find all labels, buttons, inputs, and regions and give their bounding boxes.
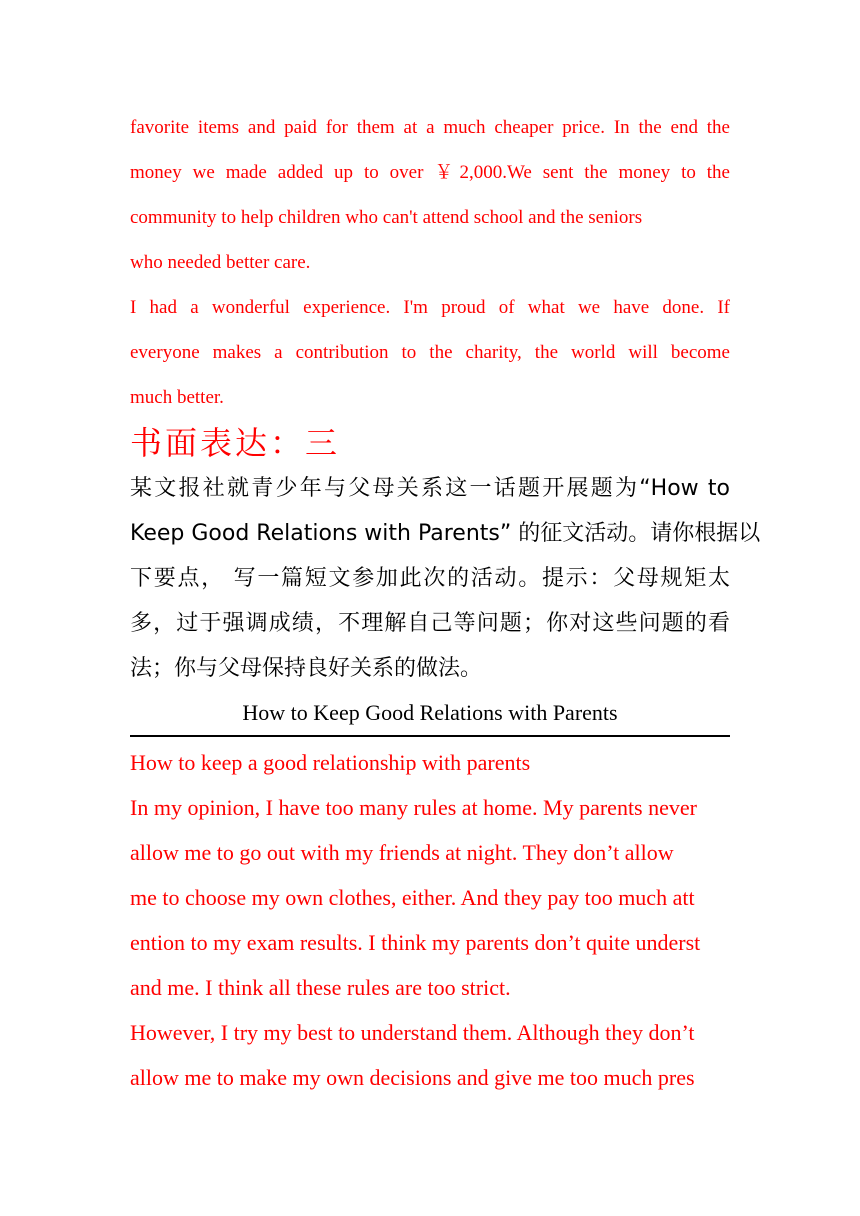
essay-line: and me. I think all these rules are too strict. [130, 975, 511, 1000]
writing-prompt [130, 466, 761, 691]
section-heading: 书面表达：三 [130, 424, 341, 462]
essay-line: me to choose my own clothes, either. And they pay too much att [130, 885, 695, 910]
answer-line: community to help children who can't attend school and the seniors [130, 207, 643, 228]
essay-title: How to Keep Good Relations with Parents [130, 691, 730, 737]
answer-line: everyone makes a contribution to the charity, the world will become [130, 342, 730, 363]
essay-line: allow me to make my own decisions and give me too much pres [130, 1065, 695, 1090]
answer-line: much better. [130, 387, 224, 408]
prompt-line: Keep Good Relations with Parents” 的征文活动。请你根据以 [130, 521, 761, 546]
prompt-line: 下要点， 写一篇短文参加此次的活动。提示：父母规矩太 [130, 566, 730, 591]
document-page [130, 105, 761, 1100]
answer-line: who needed better care. [130, 252, 311, 273]
answer-line: money we made added up to over ￥2,000.We sent the money to the [130, 162, 730, 183]
section2-answer [130, 105, 730, 420]
prompt-line: 法；你与父母保持良好关系的做法。 [130, 656, 483, 681]
answer-line: favorite items and paid for them at a much cheaper price. In the end the [130, 117, 730, 138]
essay-line: How to keep a good relationship with parents [130, 750, 531, 775]
essay-line: allow me to go out with my friends at night. They don’t allow [130, 840, 674, 865]
essay-line: In my opinion, I have too many rules at home. My parents never [130, 795, 697, 820]
prompt-line: 某文报社就青少年与父母关系这一话题开展题为“How to [130, 476, 730, 501]
answer-line: I had a wonderful experience. I'm proud of what we have done. If [130, 297, 730, 318]
prompt-line: 多，过于强调成绩，不理解自己等问题；你对这些问题的看 [130, 611, 730, 636]
essay-answer [130, 740, 730, 1100]
essay-line: However, I try my best to understand them. Although they don’t [130, 1020, 695, 1045]
essay-line: ention to my exam results. I think my parents don’t quite underst [130, 930, 701, 955]
